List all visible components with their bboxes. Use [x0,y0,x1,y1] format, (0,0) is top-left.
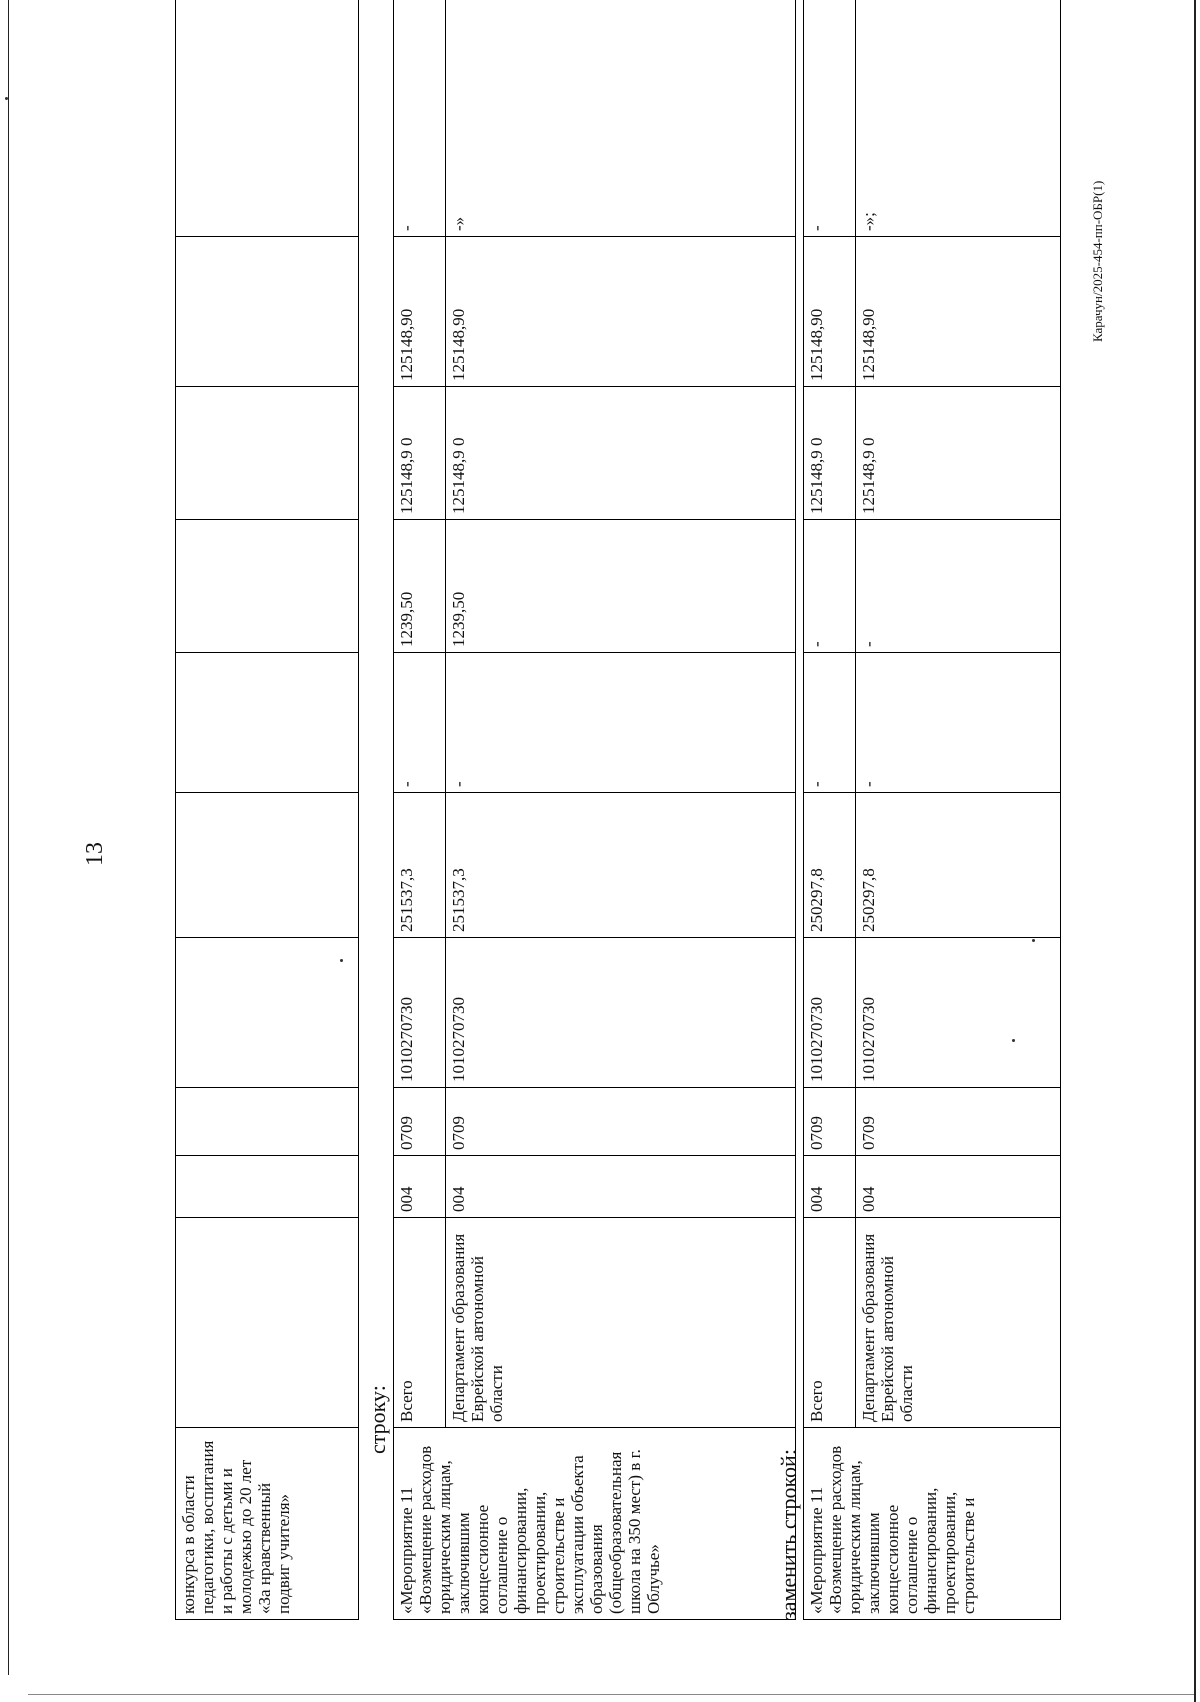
executor-cell: Департамент образования Еврейской автономной области [446,1218,796,1428]
executor-cell: Всего [804,1218,856,1428]
year-cell: - [856,653,1061,793]
year-cell: - [394,653,446,793]
year-cell: 125148,90 [856,237,1061,387]
year-cell: 125148,9 0 [446,387,796,520]
table-row [446,0,796,1620]
table-row [804,0,856,1620]
csr-cell: 1010270730 [856,938,1061,1088]
year-cell: - [804,520,856,653]
table-cell [176,237,359,387]
year-cell: - [446,653,796,793]
table-row [856,0,1061,1620]
year-cell: 1239,50 [394,520,446,653]
scan-speck [5,97,8,100]
year-cell: 1239,50 [446,520,796,653]
rzpr-cell: 0709 [856,1088,1061,1156]
table-cell [176,0,359,237]
csr-cell: 1010270730 [446,938,796,1088]
year-cell: 125148,9 0 [804,387,856,520]
year-cell: -» [446,0,796,237]
year-cell: - [394,0,446,237]
scan-speck [1032,939,1035,942]
grbs-cell: 004 [804,1156,856,1218]
measure-name-cell: «Мероприятие 11 «Возмещение расходов юридическим лицам, заключившим концессионное соглашение о финансировании, проектировании, строительстве и [804,1428,1061,1620]
grbs-cell: 004 [446,1156,796,1218]
total-cell: 251537,3 [394,793,446,938]
csr-cell: 1010270730 [804,938,856,1088]
table-row [176,0,359,1620]
caption-before: строку: [365,1385,390,1454]
executor-cell: Департамент образования Еврейской автономной области [856,1218,1061,1428]
total-cell: 250297,8 [856,793,1061,938]
year-cell: -»; [856,0,1061,237]
grbs-cell: 004 [394,1156,446,1218]
table-cell [176,938,359,1088]
caption-after: заменить строкой: [776,1449,801,1620]
replacement-row-table [803,0,1061,1620]
total-cell: 251537,3 [446,793,796,938]
rzpr-cell: 0709 [446,1088,796,1156]
scan-speck [340,959,343,962]
continuation-table [175,0,359,1620]
table-row [394,0,446,1620]
rzpr-cell: 0709 [394,1088,446,1156]
year-cell: 125148,90 [394,237,446,387]
total-cell: 250297,8 [804,793,856,938]
table-cell [176,520,359,653]
table-cell [176,1218,359,1428]
rzpr-cell: 0709 [804,1088,856,1156]
table-cell [176,387,359,520]
year-cell: 125148,9 0 [394,387,446,520]
year-cell: - [804,0,856,237]
year-cell: 125148,9 0 [856,387,1061,520]
table-cell [176,1088,359,1156]
grbs-cell: 004 [856,1156,1061,1218]
table-cell [176,1156,359,1218]
document-footer-code: Карачун/2025-454-пп-ОБР(1) [1090,180,1105,342]
table-cell [176,793,359,938]
measure-name-cell: конкурса в области педагогики, воспитания и работы с детьми и молодежью до 20 лет «За нравственный подвиг учителя» [176,1428,359,1620]
year-cell: - [804,653,856,793]
executor-cell: Всего [394,1218,446,1428]
table-cell [176,653,359,793]
measure-name-cell: «Мероприятие 11 «Возмещение расходов юридическим лицам, заключившим концессионное соглашение о финансировании, проектировании, строительстве и эксплуатации объекта образования (общеобразовательная школа на 350 мест) в г. Облучье» [394,1428,796,1620]
csr-cell: 1010270730 [394,938,446,1088]
year-cell: - [856,520,1061,653]
year-cell: 125148,90 [804,237,856,387]
original-row-table [393,0,796,1620]
page-number: 13 [82,842,108,866]
scan-speck [1012,1039,1015,1042]
year-cell: 125148,90 [446,237,796,387]
